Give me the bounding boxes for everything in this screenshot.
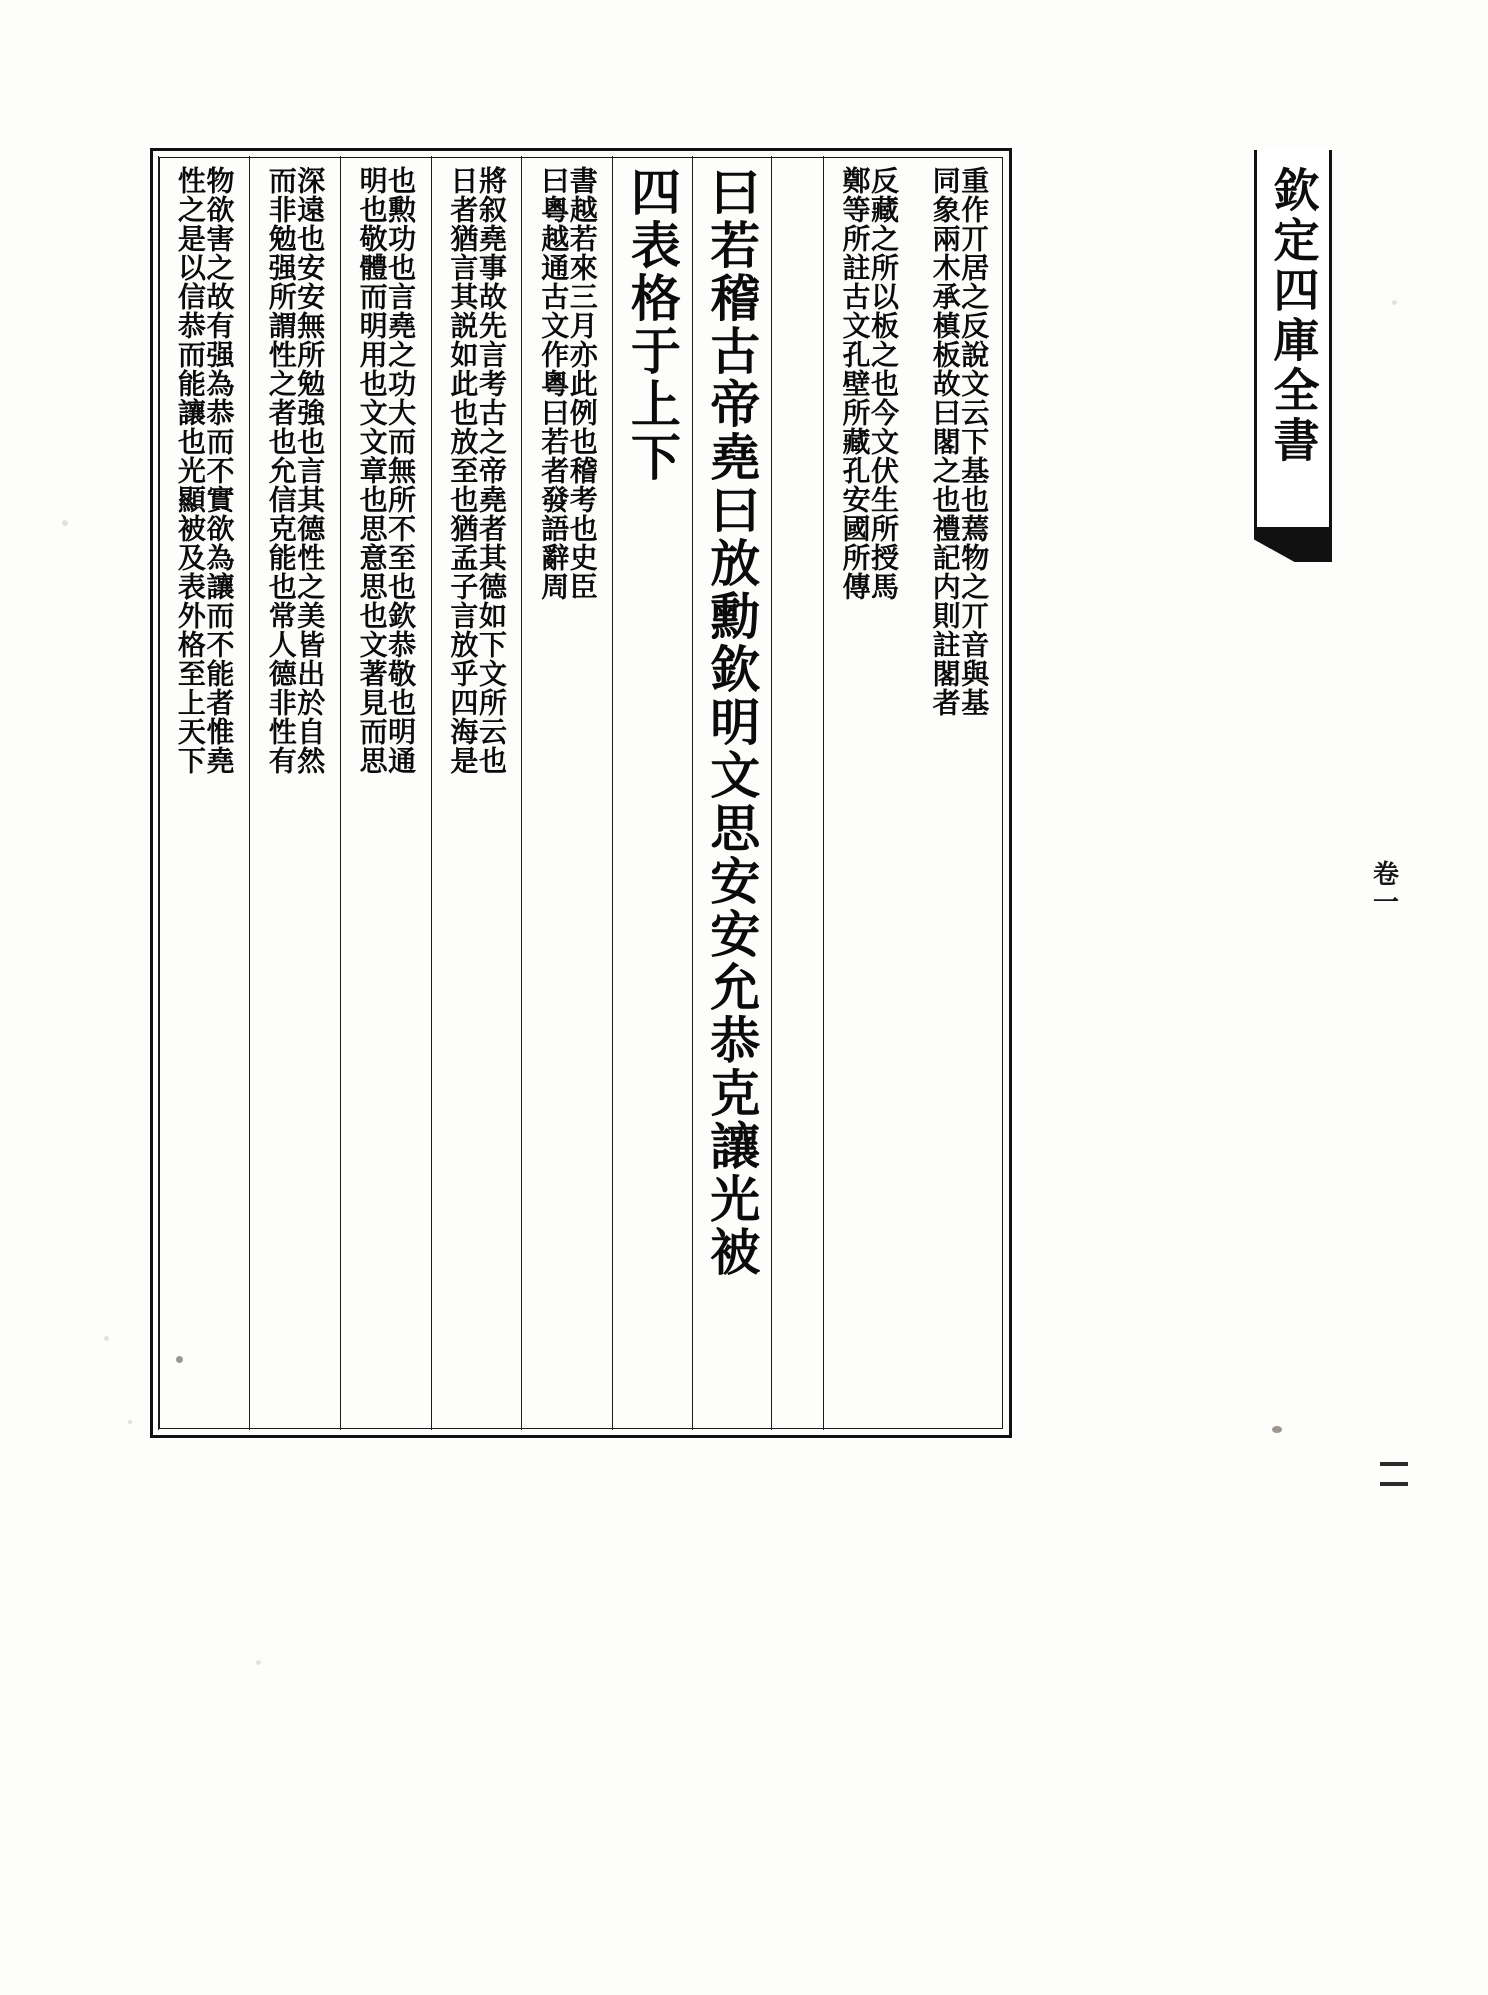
paper-speck	[128, 1420, 132, 1424]
ink-blot	[1272, 1426, 1282, 1433]
commentary-pair	[173, 166, 236, 1424]
ink-blot	[176, 1356, 183, 1363]
text-column-1	[913, 156, 1004, 1430]
commentary-line: 日者猶言其説如此也放至也猶孟子言放乎四海是	[446, 166, 480, 775]
book-title: 欽定四庫全書	[1266, 166, 1321, 466]
volume-label: 卷一	[1368, 860, 1399, 916]
commentary-line: 曰粵越通古文作粵曰若者發語辭周	[537, 166, 571, 601]
commentary-line: 同象兩木承槙板故曰閣之也禮記内則註閣者	[928, 166, 962, 717]
commentary-pair	[446, 166, 508, 1424]
commentary-line: 書越若來三月亦此例也稽考也史臣	[565, 166, 599, 601]
volume-marker	[1370, 860, 1414, 916]
commentary-line: 將叙堯事故先言考古之帝堯者其德如下文所云也	[474, 166, 508, 775]
heading-line: 曰若稽古帝堯曰放勳欽明文思安安允恭克讓光被	[702, 166, 762, 1279]
text-column-8	[340, 156, 431, 1430]
registration-tick	[1380, 1482, 1408, 1486]
text-column-2	[823, 156, 914, 1430]
paper-speck	[1392, 300, 1397, 305]
text-column-area	[158, 156, 1004, 1430]
paper-speck	[104, 1336, 109, 1341]
text-column-5-heading	[612, 156, 691, 1430]
commentary-pair	[264, 166, 327, 1424]
commentary-pair	[537, 166, 599, 1424]
heading-line: 四表格于上下	[622, 166, 682, 484]
text-column-9	[249, 156, 340, 1430]
commentary-line: 反藏之所以板之也今文伏生所授馬	[866, 166, 900, 601]
commentary-line: 物欲害之故有强為恭而不實欲為讓而不能者惟堯	[202, 166, 236, 775]
commentary-line: 明也敬體而明用也文文章也思意思也文著見而思	[355, 166, 389, 775]
commentary-pair	[355, 166, 418, 1424]
book-title-banner	[1254, 150, 1332, 530]
commentary-pair	[838, 166, 900, 1424]
text-column-4-heading	[692, 156, 771, 1430]
commentary-line: 也勲功也言堯之功大而無所不至也欽恭敬也明通	[384, 166, 418, 775]
commentary-line: 而非勉强所謂性之者也允信克能也常人德非性有	[264, 166, 298, 775]
text-column-6	[521, 156, 612, 1430]
banner-notch	[1254, 528, 1332, 562]
commentary-line: 鄭等所註古文孔壁所藏孔安國所傳	[838, 166, 872, 601]
text-column-10	[158, 156, 249, 1430]
paper-speck	[256, 1660, 261, 1665]
commentary-line: 深遠也安安無所勉強也言其德性之美皆出於自然	[293, 166, 327, 775]
commentary-line: 性之是以信恭而能讓也光顯被及表外格至上天下	[173, 166, 207, 775]
commentary-line: 重作丌居之反說文云下基也蔫物之丌音與基	[957, 166, 991, 717]
paper-speck	[62, 520, 68, 526]
registration-tick	[1380, 1462, 1408, 1466]
text-column-3-blank	[771, 156, 823, 1430]
text-column-7	[431, 156, 522, 1430]
commentary-pair	[928, 166, 991, 1424]
